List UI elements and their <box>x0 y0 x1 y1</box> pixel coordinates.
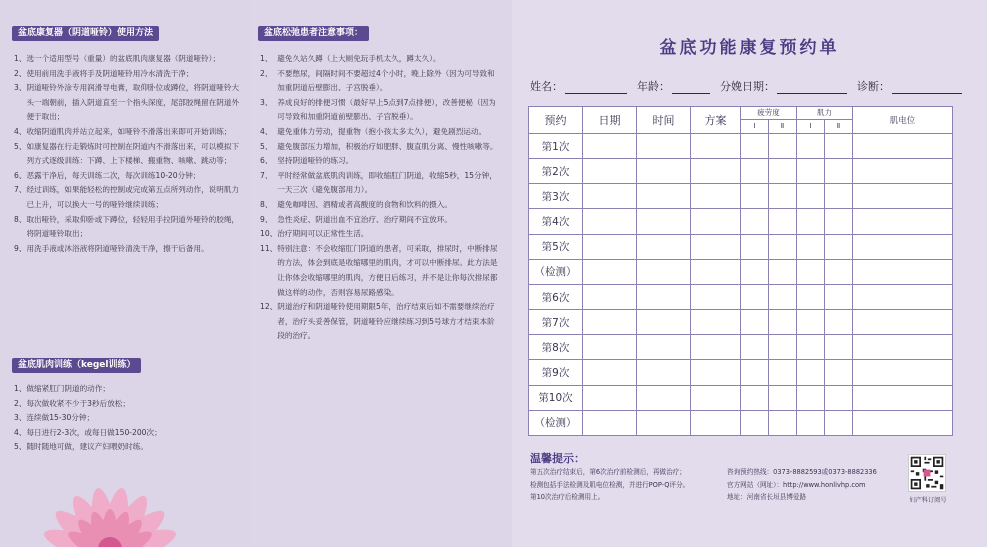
list-item-number: 5、 <box>260 141 278 151</box>
tips-title: 温馨提示： <box>530 452 585 465</box>
list-item-number: 9、 <box>260 214 278 224</box>
list-item-text: 避免腹部压力增加，积极治疗如肥胖、腹直肌分离、慢性咳嗽等。 <box>277 141 498 151</box>
table-cell[interactable] <box>583 385 637 410</box>
table-row <box>529 159 953 184</box>
list-item <box>260 213 500 228</box>
table-cell[interactable] <box>691 284 741 309</box>
table-cell[interactable] <box>583 234 637 259</box>
table-cell[interactable] <box>691 259 741 284</box>
table-cell[interactable] <box>637 184 691 209</box>
header-fatigue-ii: Ⅱ <box>769 120 797 134</box>
table-cell[interactable] <box>769 284 797 309</box>
list-item <box>14 125 240 140</box>
table-row <box>529 360 953 385</box>
list-item <box>14 183 240 212</box>
list-item-text: 每次做收紧不少于3秒后放松； <box>26 398 130 408</box>
table-cell[interactable] <box>741 134 769 159</box>
table-cell[interactable] <box>637 360 691 385</box>
table-row <box>529 184 953 209</box>
list-item <box>260 52 500 67</box>
precautions-list <box>260 52 500 344</box>
info-field <box>637 78 720 94</box>
table-cell[interactable] <box>825 410 853 435</box>
list-item <box>14 382 240 397</box>
list-item-number: 7、 <box>260 170 278 180</box>
table-cell[interactable] <box>691 159 741 184</box>
table-cell[interactable] <box>691 209 741 234</box>
table-cell[interactable] <box>637 234 691 259</box>
table-cell[interactable] <box>741 360 769 385</box>
list-item <box>260 67 500 96</box>
list-item <box>14 52 240 67</box>
table-cell[interactable] <box>741 410 769 435</box>
contact-line: 地址：河南省长垣县博爱路 <box>727 493 807 501</box>
header-time: 时间 <box>637 107 691 134</box>
table-cell[interactable] <box>741 310 769 335</box>
row-label: 第10次 <box>529 385 583 410</box>
info-field-blank[interactable] <box>777 82 847 94</box>
row-label: 第6次 <box>529 284 583 309</box>
table-cell[interactable] <box>825 284 853 309</box>
table-cell[interactable] <box>769 209 797 234</box>
tips-text <box>530 466 730 504</box>
table-cell[interactable] <box>797 310 825 335</box>
table-cell[interactable] <box>637 410 691 435</box>
table-cell[interactable] <box>583 159 637 184</box>
table-cell[interactable] <box>583 410 637 435</box>
table-cell[interactable] <box>825 159 853 184</box>
list-item-number: 4、 <box>14 427 27 437</box>
list-item <box>260 300 500 344</box>
table-cell[interactable] <box>797 335 825 360</box>
table-cell[interactable] <box>769 234 797 259</box>
row-label: 第3次 <box>529 184 583 209</box>
table-cell[interactable] <box>769 410 797 435</box>
table-cell[interactable] <box>797 284 825 309</box>
panel-usage-methods <box>0 0 250 547</box>
table-cell[interactable] <box>825 259 853 284</box>
row-label: 第1次 <box>529 134 583 159</box>
contact-line: 官方网站（网址）：http://www.honlivhp.com <box>727 480 866 489</box>
table-cell[interactable] <box>825 385 853 410</box>
table-cell[interactable] <box>825 335 853 360</box>
tip-line: 检测包括手法检测及肌电位检测，并进行POP-Q评分。 <box>530 480 690 489</box>
list-item-number: 1、 <box>14 54 27 63</box>
table-cell[interactable] <box>853 234 953 259</box>
appointment-table <box>528 106 953 436</box>
list-item-text: 选一个适用型号（重量）的盆底肌肉康复器（阴道哑铃）； <box>26 54 221 63</box>
table-cell[interactable] <box>583 310 637 335</box>
table-cell[interactable] <box>583 184 637 209</box>
table-cell[interactable] <box>853 385 953 410</box>
list-item <box>260 227 500 242</box>
table-cell[interactable] <box>769 159 797 184</box>
table-cell[interactable] <box>853 259 953 284</box>
list-item-text: 做缩紧肛门阴道的动作； <box>26 384 110 393</box>
list-item-text: 随时随地可做，建议产妇喂奶时练。 <box>26 442 148 452</box>
list-item <box>260 154 500 169</box>
header-date: 日期 <box>583 107 637 134</box>
table-cell[interactable] <box>637 335 691 360</box>
table-cell[interactable] <box>825 360 853 385</box>
list-item <box>260 125 500 140</box>
panel-appointment-form <box>512 0 987 547</box>
table-cell[interactable] <box>691 335 741 360</box>
table-row <box>529 259 953 284</box>
list-item-text: 不要憋尿，间隔时间不要超过4个小时，晚上除外（因为可导致和加重阴道后壁膨出、子宫脱垂）。 <box>277 68 495 93</box>
table-cell[interactable] <box>825 234 853 259</box>
row-label: 第5次 <box>529 234 583 259</box>
row-label: 第8次 <box>529 335 583 360</box>
section-title-dumbbell-usage: 盆底康复器（阴道哑铃）使用方法 <box>12 26 159 41</box>
dumbbell-usage-list <box>14 52 240 256</box>
list-item-text: 坚持阴道哑铃的练习。 <box>277 156 354 166</box>
table-cell[interactable] <box>741 335 769 360</box>
row-label: 第7次 <box>529 310 583 335</box>
table-cell[interactable] <box>583 284 637 309</box>
list-item-text: 恶露干净后，每天训练二次，每次训练10-20分钟； <box>26 170 201 180</box>
table-cell[interactable] <box>637 209 691 234</box>
info-field-label: 姓名： <box>530 80 563 93</box>
list-item-number: 6、 <box>14 170 27 180</box>
table-cell[interactable] <box>583 335 637 360</box>
info-field <box>857 78 972 94</box>
list-item <box>14 67 240 82</box>
list-item-text: 平时经常做盆底肌肉训练，即收缩肛门阴道，收缩5秒，15分钟，一天三次（避免腹部用力）。 <box>277 170 497 195</box>
table-cell[interactable] <box>797 410 825 435</box>
list-item-number: 5、 <box>14 141 27 151</box>
list-item-text: 避免重体力劳动，提重物（抱小孩太多太久），避免剧烈运动。 <box>277 126 487 136</box>
info-field-label: 年龄： <box>637 80 670 93</box>
table-cell[interactable] <box>769 385 797 410</box>
list-item-number: 10、 <box>260 229 278 239</box>
table-cell[interactable] <box>741 234 769 259</box>
list-item-number: 2、 <box>14 68 27 78</box>
table-cell[interactable] <box>853 209 953 234</box>
table-cell[interactable] <box>853 310 953 335</box>
table-cell[interactable] <box>769 259 797 284</box>
contact-line: 咨询预约热线：0373-8882593或0373-8882336 <box>727 468 877 476</box>
table-cell[interactable] <box>797 385 825 410</box>
list-item-number: 3、 <box>260 97 278 107</box>
list-item-text: 避免咖啡因、酒精或者高酸度的食物和饮料的摄入。 <box>277 199 452 209</box>
info-field-blank[interactable] <box>892 82 962 94</box>
list-item-text: 使用前用洗手液将手及阴道哑铃用冷水清洗干净； <box>26 68 194 78</box>
header-plan: 方案 <box>691 107 741 134</box>
list-item <box>260 242 500 300</box>
list-item-number: 9、 <box>14 243 27 253</box>
table-cell[interactable] <box>691 385 741 410</box>
list-item-number: 4、 <box>260 126 278 136</box>
list-item-text: 特别注意：不会收缩肛门阴道的患者，可采取，排尿时，中断排尿的方法，体会到底是收缩哪里的肌肉，才可以中断排尿。此方法是让你体会收缩哪里的肌肉，方便日后练习，并不是让你每次排尿都做这样的动作，否则容易尿路感染。 <box>277 243 498 297</box>
list-item-number: 1、 <box>14 384 27 393</box>
list-item-text: 治疗期间可以正常性生活。 <box>277 229 369 239</box>
header-emg: 肌电位 <box>853 107 953 134</box>
table-cell[interactable] <box>769 360 797 385</box>
table-cell[interactable] <box>691 360 741 385</box>
row-label: （检测） <box>529 410 583 435</box>
list-item-text: 用洗手液或沐浴液将阴道哑铃清洗干净，擦干后备用。 <box>26 243 209 253</box>
table-cell[interactable] <box>741 259 769 284</box>
table-cell[interactable] <box>825 134 853 159</box>
table-cell[interactable] <box>797 360 825 385</box>
table-cell[interactable] <box>853 184 953 209</box>
table-cell[interactable] <box>583 209 637 234</box>
list-item <box>14 213 240 242</box>
header-fatigue-i: Ⅰ <box>741 120 769 134</box>
list-item-number: 7、 <box>14 185 27 195</box>
list-item-number: 3、 <box>14 413 27 423</box>
table-cell[interactable] <box>637 385 691 410</box>
table-cell[interactable] <box>691 134 741 159</box>
table-cell[interactable] <box>797 134 825 159</box>
table-cell[interactable] <box>637 284 691 309</box>
list-item-number: 12、 <box>260 302 278 312</box>
table-cell[interactable] <box>825 209 853 234</box>
table-cell[interactable] <box>691 310 741 335</box>
table-row <box>529 134 953 159</box>
list-item-text: 每日进行2-3次，或每日做150-200次； <box>26 427 162 437</box>
list-item <box>14 169 240 184</box>
list-item-text: 阴道治疗和阴道哑铃使用期限5年，治疗结束后如不需要继续治疗者，治疗头妥善保管，阴道哑铃应继续练习到5号球方才结束本阶段的治疗。 <box>277 302 495 341</box>
table-cell[interactable] <box>637 134 691 159</box>
table-cell[interactable] <box>769 335 797 360</box>
table-row <box>529 284 953 309</box>
table-cell[interactable] <box>797 159 825 184</box>
list-item-text: 阴道哑铃外涂专用润滑导电膏，取仰卧位或蹲位，将阴道哑铃大头一端朝前，插入阴道直至一个指头深度，尾部胶绳留在阴道外便于取出； <box>26 83 240 122</box>
table-cell[interactable] <box>853 159 953 184</box>
list-item <box>260 169 500 198</box>
list-item <box>14 140 240 169</box>
list-item-text: 如康复器在行走锻炼时可控制在阴道内不滑落出来，可以模拟下列方式逐级训练：下蹲、上下楼梯、搬重物、咳嗽、跳动等； <box>26 141 240 166</box>
list-item-number: 5、 <box>14 442 27 452</box>
info-field-label: 分娩日期： <box>720 80 775 93</box>
list-item <box>14 242 240 257</box>
list-item-number: 8、 <box>260 199 278 209</box>
qr-caption: 妇产科订阅号 <box>909 497 947 504</box>
info-field-blank[interactable] <box>565 82 627 94</box>
tip-line: 第10次治疗后检测用上。 <box>530 493 605 501</box>
table-cell[interactable] <box>583 134 637 159</box>
table-cell[interactable] <box>637 259 691 284</box>
table-cell[interactable] <box>853 410 953 435</box>
list-item-text: 经过训练，如果能轻松的控制或完成第五点所列动作，说明肌力已上升，可以换大一号的哑铃继续训练； <box>26 185 240 209</box>
row-label: 第4次 <box>529 209 583 234</box>
row-label: （检测） <box>529 259 583 284</box>
tip-line: 第五次治疗结束后，第6次治疗前检测后，再做治疗； <box>530 468 686 476</box>
header-fatigue: 疲劳度 <box>741 107 797 120</box>
list-item-number: 11、 <box>260 243 278 253</box>
list-item-text: 急性炎症、阴道出血不宜治疗、治疗期间不宜放环。 <box>277 214 452 224</box>
info-field-label: 诊断： <box>857 80 890 93</box>
table-cell[interactable] <box>637 310 691 335</box>
header-strength-ii: Ⅱ <box>825 120 853 134</box>
header-strength-i: Ⅰ <box>797 120 825 134</box>
table-cell[interactable] <box>741 284 769 309</box>
header-appointment: 预约 <box>529 107 583 134</box>
info-field <box>720 78 857 94</box>
list-item <box>14 411 240 426</box>
header-muscle-strength: 肌力 <box>797 107 853 120</box>
list-item <box>14 397 240 412</box>
list-item-text: 取出哑铃，采取仰卧或下蹲位，轻轻用手拉阴道外哑铃的胶绳，将阴道哑铃取出； <box>26 214 240 239</box>
table-row <box>529 310 953 335</box>
list-item-number: 2、 <box>260 68 278 78</box>
table-row <box>529 335 953 360</box>
list-item <box>14 81 240 125</box>
list-item-text: 养成良好的排便习惯（最好早上5点到7点排便），改善便秘（因为可导致和加重阴道前壁膨出、子宫脱垂）。 <box>277 97 496 122</box>
table-cell[interactable] <box>797 259 825 284</box>
table-cell[interactable] <box>769 134 797 159</box>
list-item-text: 避免久站久蹲（上大厕免玩手机太久，蹲太久）。 <box>277 54 441 63</box>
section-title-kegel: 盆底肌肉训练（kegel训练） <box>12 358 141 373</box>
qr-code-icon <box>908 454 946 492</box>
form-title: 盆底功能康复预约单 <box>659 38 840 58</box>
list-item-number: 4、 <box>14 126 27 136</box>
table-cell[interactable] <box>691 234 741 259</box>
list-item <box>260 96 500 125</box>
table-cell[interactable] <box>853 284 953 309</box>
pink-flower-decoration <box>0 437 250 547</box>
table-cell[interactable] <box>797 209 825 234</box>
patient-info-row <box>530 78 970 94</box>
table-cell[interactable] <box>853 360 953 385</box>
table-cell[interactable] <box>825 184 853 209</box>
table-cell[interactable] <box>797 184 825 209</box>
table-cell[interactable] <box>637 159 691 184</box>
table-row <box>529 385 953 410</box>
table-row <box>529 234 953 259</box>
table-cell[interactable] <box>691 184 741 209</box>
list-item-text: 连续做15-30分钟； <box>26 413 95 423</box>
table-cell[interactable] <box>741 385 769 410</box>
table-cell[interactable] <box>769 310 797 335</box>
list-item <box>260 140 500 155</box>
info-field <box>530 78 637 94</box>
table-cell[interactable] <box>741 184 769 209</box>
section-title-precautions: 盆底松弛患者注意事项： <box>258 26 369 41</box>
row-label: 第9次 <box>529 360 583 385</box>
list-item-number: 3、 <box>14 83 27 93</box>
table-cell[interactable] <box>741 159 769 184</box>
table-cell[interactable] <box>583 360 637 385</box>
table-cell[interactable] <box>691 410 741 435</box>
info-field-blank[interactable] <box>672 82 710 94</box>
row-label: 第2次 <box>529 159 583 184</box>
list-item-number: 2、 <box>14 398 27 408</box>
list-item-number: 6、 <box>260 156 278 166</box>
panel-precautions <box>250 0 512 547</box>
table-cell[interactable] <box>853 335 953 360</box>
table-cell[interactable] <box>769 184 797 209</box>
list-item-number: 1、 <box>260 54 278 63</box>
table-row <box>529 410 953 435</box>
table-cell[interactable] <box>825 310 853 335</box>
list-item-number: 8、 <box>14 214 27 224</box>
table-cell[interactable] <box>797 234 825 259</box>
list-item-text: 收缩阴道肌肉并站立起来，如哑铃不滑落出来即可开始训练； <box>26 126 232 136</box>
table-cell[interactable] <box>853 134 953 159</box>
list-item <box>260 198 500 213</box>
table-cell[interactable] <box>583 259 637 284</box>
table-cell[interactable] <box>741 209 769 234</box>
contact-info <box>727 466 902 504</box>
table-row <box>529 209 953 234</box>
